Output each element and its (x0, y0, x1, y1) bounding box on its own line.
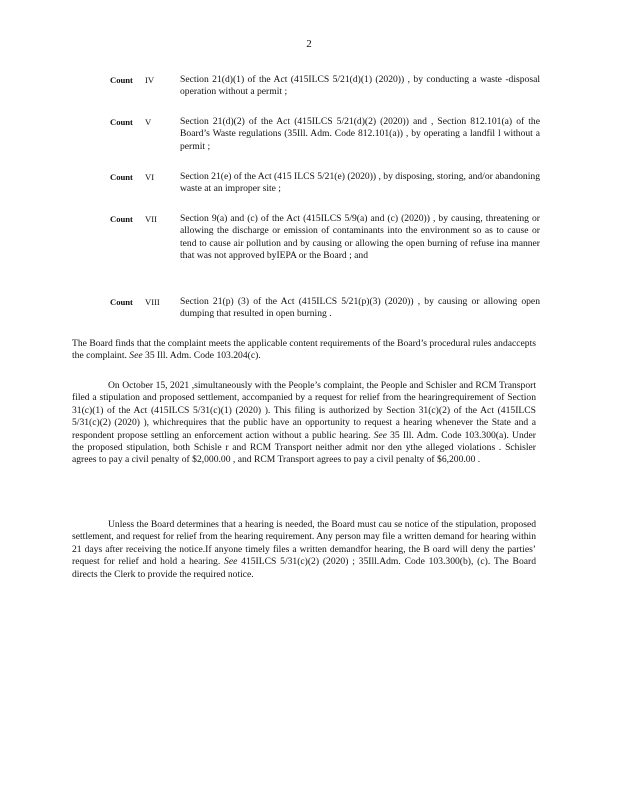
see-signal: See (373, 429, 387, 441)
findings-paragraph (72, 338, 536, 363)
page-number: 2 (306, 38, 312, 50)
see-signal: See (224, 556, 238, 568)
stipulation-text-continued: 35 Ill. Adm. Code 103.300(a). Under the proposed stipulation, both Schisle r and RCM Transport neither admit nor den ythe alleged violations . Schisler agrees to pay a civil penalty of $2,000.00 , and RCM Transport agrees to pay a civil penalty of $6,200.00 . (72, 429, 537, 466)
stipulation-paragraph (72, 380, 536, 467)
count-text: Section 21(d)(1) of the Act (415ILCS 5/21(d)(1) (2020)) , by conducting a waste -disposal operation without a permit ; (180, 74, 540, 98)
hearing-text: Unless the Board determines that a hearing is needed, the Board must cau se notice of the stipulation, proposed settlement, and request for relief from the hearing requirement. Any person may file a written demand for hearing within 21 days after receiving the notice.If anyone timely files a written demandfor hearing, the B oard will deny the parties’ request for relief and hold a hearing. (72, 519, 536, 568)
count-number: VII (145, 214, 157, 224)
count-text: Section 21(d)(2) of the Act (415ILCS 5/21(d)(2) (2020)) and , Section 812.101(a) of the Board’s Waste regulations (35Ill. Adm. Code 812.101(a)) , by operating a landfil l without a permit ; (180, 116, 540, 152)
count-text: Section 9(a) and (c) of the Act (415ILCS 5/9(a) and (c) (2020)) , by causing, threatening or allowing the discharge or emission of contaminants into the environment so as to cause or tend to cause air pollution and by causing or allowing the open burning of refuse ina manner that was not approved byIEPA or the Board ; and (180, 213, 540, 262)
count-text: Section 21(e) of the Act (415 ILCS 5/21(e) (2020)) , by disposing, storing, and/or abandoning waste at an improper site ; (180, 171, 540, 195)
count-label: Count (110, 75, 133, 85)
findings-text: The Board finds that the complaint meets the applicable content requirements of the Board’s procedural rules andaccepts the complaint. (72, 338, 536, 362)
count-number: V (145, 117, 152, 127)
count-number: VIII (145, 297, 160, 307)
count-label: Count (110, 172, 133, 182)
count-number: IV (145, 75, 155, 85)
count-text: Section 21(p) (3) of the Act (415ILCS 5/21(p)(3) (2020)) , by causing or allowing open dumping that resulted in open burning . (180, 296, 540, 320)
hearing-paragraph (72, 519, 536, 581)
count-label: Count (110, 117, 133, 127)
findings-citation: 35 Ill. Adm. Code 103.204(c). (142, 350, 261, 362)
count-label: Count (110, 297, 133, 307)
see-signal: See (129, 350, 143, 362)
count-label: Count (110, 214, 133, 224)
hearing-text-continued: 415ILCS 5/31(c)(2) (2020) ; 35Ill.Adm. Code 103.300(b), (c). The Board directs the Clerk to provide the required notice. (72, 556, 537, 580)
stipulation-text: On October 15, 2021 ,simultaneously with the People’s complaint, the People and Schisler and RCM Transport filed a stipulation and proposed settlement, accompanied by a request for relief from the hearingrequirement of Section 31(c)(1) of the Act (415ILCS 5/31(c)(1) (2020) ). This filing is authorized by Section 31(c)(2) of the Act (415ILCS 5/31(c)(2) (2020) ), whichrequires that the public have an opportunity to request a hearing whenever the State and a respondent propose settling an enforcement action without a public hearing. (72, 380, 536, 441)
count-number: VI (145, 172, 155, 182)
